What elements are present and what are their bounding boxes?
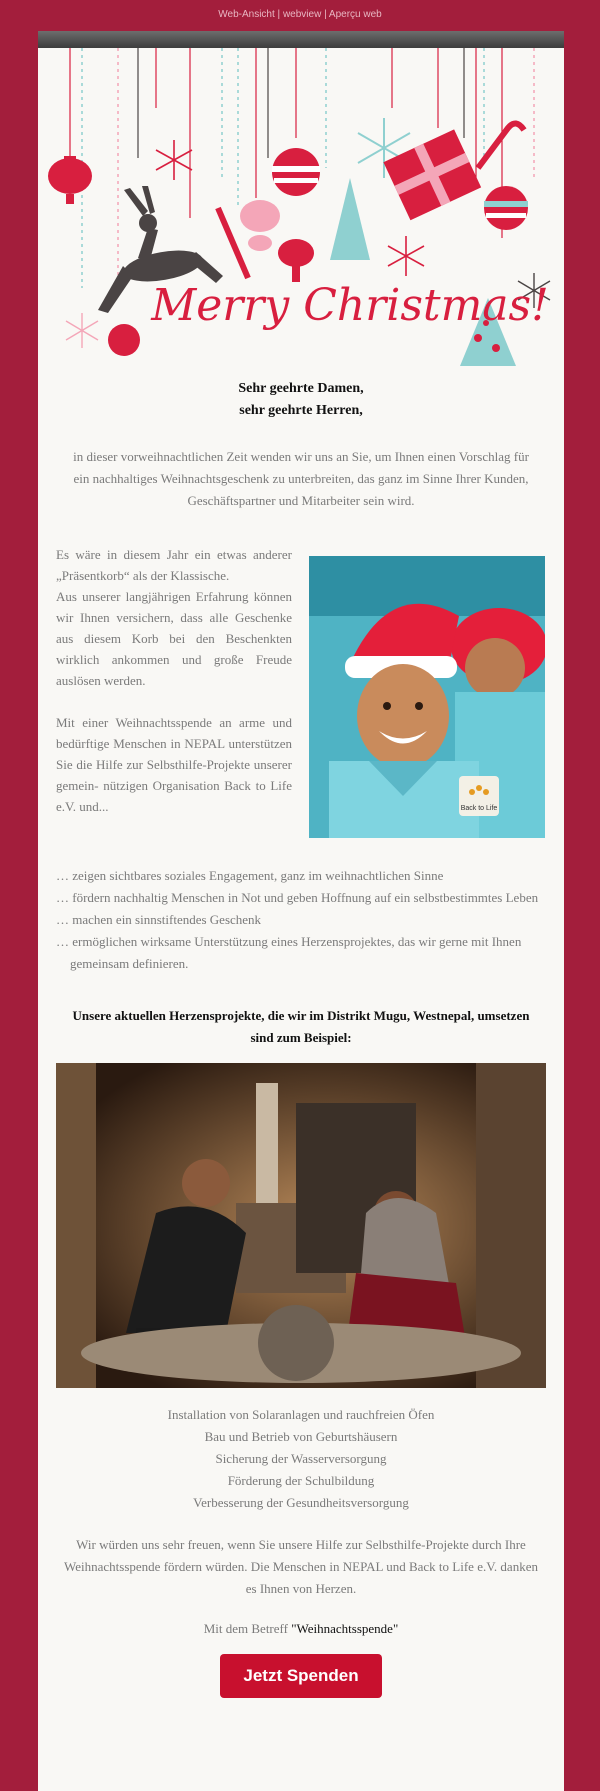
christmas-ornaments-graphic: [38, 48, 564, 368]
paragraph-nepal: Mit einer Weihnachtsspende an arme und bedürftige Menschen in NEPAL unterstützen Sie die Hilfe zur Selbsthilfe-Projekte unserer gemein- nützigen Organisation Back to Life e.V. und...: [56, 715, 292, 814]
closing-paragraph: Wir würden uns sehr freuen, wenn Sie unsere Hilfe zur Selbsthilfe-Projekte durch Ihre Weihnachtsspende fördern würden. Die Menschen in NEPAL und Back to Life e.V. danken es Ihnen von Herzen.: [64, 1537, 538, 1596]
list-item: … machen ein sinnstiftendes Geschenk: [56, 912, 262, 927]
subject-line: [38, 1618, 564, 1640]
children-santa-hats-photo: [309, 556, 545, 838]
two-column-section: [38, 544, 564, 859]
salutation-line-1: Sehr geehrte Damen,: [238, 381, 364, 396]
nepal-stove-photo: [56, 1063, 546, 1388]
hero-illustration: [38, 48, 564, 368]
list-item: Bau und Betrieb von Geburtshäusern: [204, 1429, 398, 1444]
list-item: Förderung der Schulbildung: [227, 1473, 375, 1488]
list-item: Installation von Solaranlagen und rauchfreien Öfen: [167, 1407, 435, 1422]
paragraph-experience: Aus unserer langjährigen Erfahrung können wir Ihnen versichern, dass alle Geschenke aus diesem Korb bei den Beschenkten wirklich ankommen und große Freude auslösen werden.: [56, 589, 292, 688]
back-to-life-badge: Back to Life: [460, 805, 498, 812]
apercu-web-link[interactable]: Aperçu web: [328, 9, 382, 20]
cta-wrapper: [38, 1654, 564, 1698]
intro-paragraph: in dieser vorweihnachtlichen Zeit wenden wir uns an Sie, um Ihnen einen Vorschlag für ein nachhaltiges Weihnachtsgeschenk zu unterbreiten, das ganz im Sinne Ihrer Kunden, Geschäftspartner und Mitarbeiter sein wird.: [73, 449, 529, 508]
merry-christmas-headline: Merry Christmas!: [151, 280, 549, 331]
benefits-list: [56, 865, 546, 975]
list-item: … fördern nachhaltig Menschen in Not und geben Hoffnung auf ein selbstbestimmtes Leben: [56, 890, 539, 905]
subject-prefix: Mit dem Betreff: [203, 1621, 292, 1636]
webview-bar: [0, 0, 600, 30]
separator: |: [321, 9, 329, 20]
salutation: [38, 378, 564, 422]
paragraph-praesentkorb: Es wäre in diesem Jahr ein etwas anderer „Präsentkorb“ als der Klassische.: [56, 547, 292, 583]
list-item: … ermöglichen wirksame Unterstützung eines Herzensprojektes, das wir gerne mit Ihnen gemeinsam definieren.: [56, 934, 522, 971]
projects-list: [38, 1404, 564, 1514]
separator: |: [274, 9, 283, 20]
subject-value: "Weihnachtsspende": [291, 1621, 399, 1636]
list-item: … zeigen sichtbares soziales Engagement, ganz im weihnachtlichen Sinne: [56, 868, 444, 883]
web-view-link[interactable]: Web-Ansicht: [218, 9, 275, 20]
list-item: Verbesserung der Gesundheitsversorgung: [193, 1495, 409, 1510]
card-header-strip: [38, 31, 564, 48]
email-card: [38, 31, 564, 1791]
list-item: Sicherung der Wasserversorgung: [215, 1451, 387, 1466]
left-column-text: [56, 544, 292, 838]
projects-heading: Unsere aktuellen Herzensprojekte, die wir im Distrikt Mugu, Westnepal, umsetzen sind zum Beispiel:: [72, 1008, 530, 1045]
donate-now-button[interactable]: Jetzt Spenden: [220, 1654, 382, 1698]
salutation-line-2: sehr geehrte Herren,: [239, 403, 363, 418]
webview-link[interactable]: webview: [282, 9, 322, 20]
